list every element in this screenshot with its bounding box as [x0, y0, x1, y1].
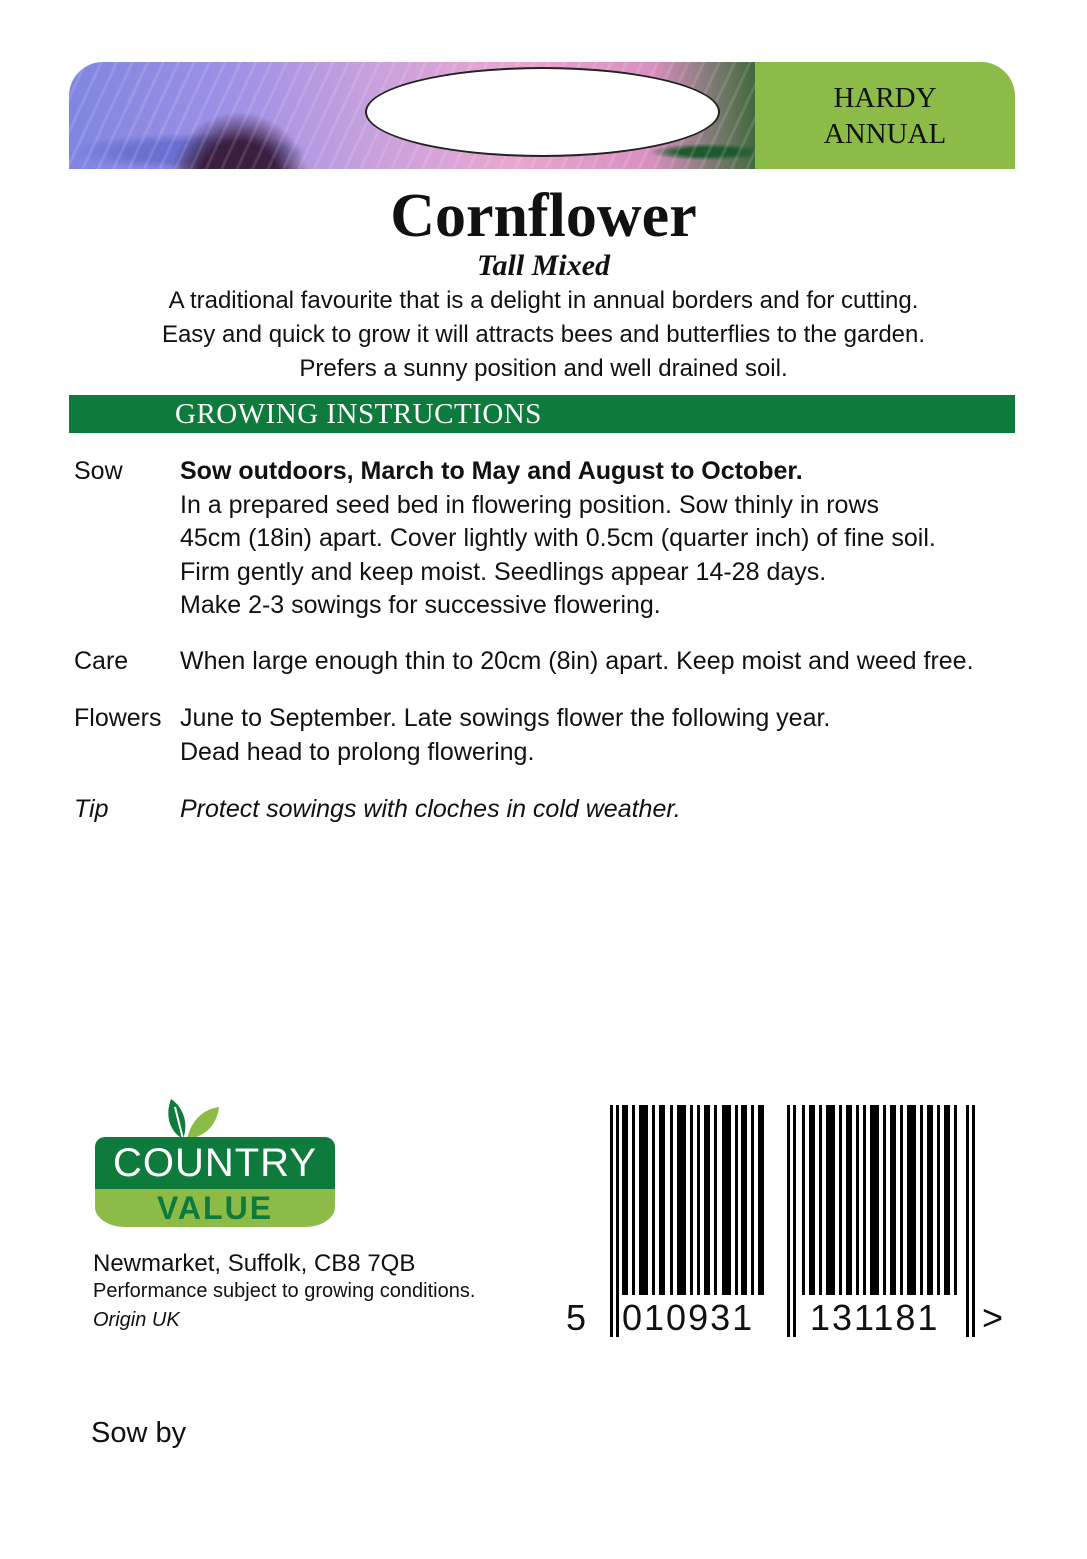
badge-line-2: ANNUAL: [823, 117, 947, 150]
performance-note: Performance subject to growing conditions.: [93, 1280, 476, 1302]
barcode-bar: [622, 1105, 628, 1295]
instruction-line: 45cm (18in) apart. Cover lightly with 0.5cm (quarter inch) of fine soil.: [180, 524, 936, 552]
barcode-bar: [751, 1105, 754, 1295]
description-line: Prefers a sunny position and well drained soil.: [299, 355, 788, 382]
product-subtitle: Tall Mixed: [476, 249, 611, 282]
instruction-line: When large enough thin to 20cm (8in) apart. Keep moist and weed free.: [180, 647, 974, 675]
description-line: Easy and quick to grow it will attracts bees and butterflies to the garden.: [161, 321, 926, 348]
barcode-bar: [659, 1105, 665, 1295]
barcode-bar: [846, 1105, 852, 1295]
barcode-bar: [632, 1105, 635, 1295]
barcode-bar: [954, 1105, 957, 1295]
barcode-bar: [793, 1105, 796, 1337]
barcode-bar: [819, 1105, 822, 1295]
instruction-label: Flowers: [74, 704, 162, 732]
leaf-icon: [161, 1095, 221, 1141]
product-title: Cornflower: [390, 182, 697, 250]
instruction-label: Tip: [74, 795, 109, 823]
description-line: A traditional favourite that is a delight in annual borders and for cutting.: [168, 287, 919, 314]
instruction-body: [180, 793, 1014, 827]
barcode-bar: [610, 1105, 613, 1337]
barcode-bar: [944, 1105, 950, 1295]
barcode-bar: [870, 1105, 879, 1295]
header-banner: [69, 62, 1015, 169]
barcode-bar: [758, 1105, 764, 1295]
barcode-end-mark: >: [982, 1297, 1004, 1338]
growing-instructions-bar: [69, 395, 1015, 433]
instruction-care: [74, 645, 1014, 679]
barcode-bar: [907, 1105, 916, 1295]
barcode-bar: [839, 1105, 842, 1295]
barcode-bar: [809, 1105, 815, 1295]
barcode-bar: [735, 1105, 738, 1295]
company-address: Newmarket, Suffolk, CB8 7QB: [93, 1250, 416, 1277]
barcode-bar: [670, 1105, 673, 1295]
badge-line-1: HARDY: [833, 81, 937, 114]
barcode-bar: [714, 1105, 717, 1295]
instruction-flowers: [74, 702, 1014, 770]
barcode-bar: [616, 1105, 619, 1337]
hardy-annual-badge: [755, 62, 1015, 169]
sow-by-label: Sow by: [91, 1417, 187, 1449]
barcode-bar: [920, 1105, 923, 1295]
barcode-bar: [741, 1105, 747, 1295]
logo-value-band: [95, 1189, 335, 1227]
barcode-left-digits: 010931: [622, 1297, 755, 1338]
instruction-sow: [74, 455, 1014, 625]
barcode-bar: [927, 1105, 933, 1295]
barcode-bar: [883, 1105, 886, 1295]
barcode-bar: [863, 1105, 866, 1295]
barcode-bar: [652, 1105, 655, 1295]
product-description: [0, 284, 1087, 386]
instruction-line: In a prepared seed bed in flowering position. Sow thinly in rows: [180, 490, 880, 519]
logo-country-band: [95, 1137, 335, 1189]
barcode-bar: [677, 1105, 686, 1295]
barcode-bar: [900, 1105, 903, 1295]
barcode-bar: [890, 1105, 896, 1295]
barcode-bar: [690, 1105, 693, 1295]
barcode-bar: [937, 1105, 940, 1295]
barcode-bar: [966, 1105, 969, 1337]
country-value-logo: [95, 1095, 335, 1227]
instruction-tip: [74, 793, 1014, 827]
instruction-body: [180, 702, 1014, 769]
barcode-bar: [697, 1105, 700, 1295]
instruction-line: Protect sowings with cloches in cold weather.: [180, 795, 681, 823]
barcode-bar: [826, 1105, 835, 1295]
barcode-bar: [722, 1105, 731, 1295]
instruction-line: Dead head to prolong flowering.: [180, 737, 535, 766]
barcode-first-digit: 5: [566, 1297, 587, 1338]
barcode-bar: [856, 1105, 859, 1295]
section-title: GROWING INSTRUCTIONS: [175, 398, 542, 430]
barcode-bar: [802, 1105, 805, 1295]
logo-country-text: COUNTRY: [112, 1140, 318, 1185]
logo-value-text: VALUE: [156, 1189, 274, 1226]
instruction-body: [180, 455, 1014, 623]
origin-note: Origin UK: [93, 1309, 180, 1331]
barcode-bar: [972, 1105, 975, 1337]
barcode: [566, 1105, 1014, 1355]
instruction-label: Care: [74, 647, 129, 675]
barcode-bar: [639, 1105, 648, 1295]
sow-headline: Sow outdoors, March to May and August to October.: [180, 457, 803, 485]
hanger-window: [365, 67, 720, 157]
barcode-bar: [704, 1105, 710, 1295]
barcode-bar: [787, 1105, 790, 1337]
instruction-label: Sow: [74, 457, 123, 485]
instruction-line: June to September. Late sowings flower the following year.: [180, 704, 831, 732]
instruction-line: Make 2-3 sowings for successive flowering.: [180, 591, 661, 619]
instruction-line: Firm gently and keep moist. Seedlings appear 14-28 days.: [180, 557, 827, 586]
barcode-right-digits: 131181: [810, 1297, 940, 1338]
instruction-body: [180, 645, 1014, 679]
